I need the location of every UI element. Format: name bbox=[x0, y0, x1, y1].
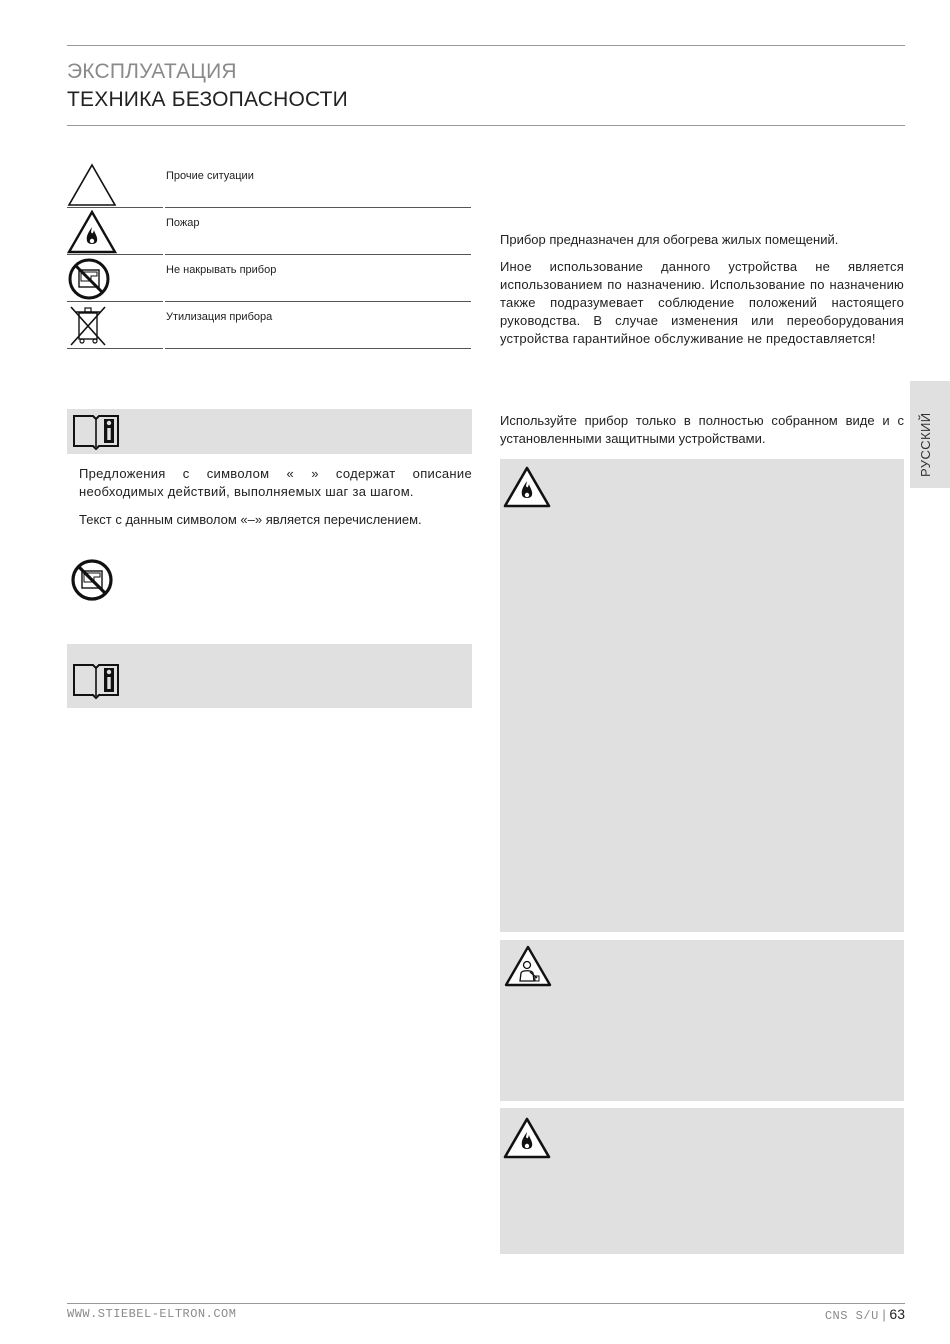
assembled-use-text: Используйте прибор только в полностью собранном виде и с установленными защитными устройствами. bbox=[500, 413, 904, 446]
symbol-row bbox=[67, 161, 471, 208]
manual-info-icon bbox=[71, 411, 121, 451]
header-top-rule bbox=[67, 45, 905, 46]
symbol-label: Пожар bbox=[166, 217, 200, 229]
purpose-text: Прибор предназначен для обогрева жилых помещений. bbox=[500, 232, 839, 247]
footer-rule bbox=[67, 1303, 905, 1304]
symbol-table bbox=[67, 161, 471, 349]
fire-warning-box bbox=[500, 1108, 904, 1254]
page-title: ТЕХНИКА БЕЗОПАСНОСТИ bbox=[67, 88, 348, 111]
footer-model: CNS S/U bbox=[824, 1309, 879, 1323]
fire-warning-box bbox=[500, 459, 904, 932]
section-label: ЭКСПЛУАТАЦИЯ bbox=[67, 60, 237, 83]
footer-website: WWW.STIEBEL-ELTRON.COM bbox=[67, 1307, 237, 1321]
page-number: 63 bbox=[889, 1306, 905, 1322]
symbol-row bbox=[67, 208, 471, 255]
symbol-label: Не накрывать прибор bbox=[166, 264, 277, 276]
qualified-technician-icon bbox=[503, 944, 553, 988]
language-tab-label: РУССКИЙ bbox=[918, 412, 933, 477]
do-not-cover-icon bbox=[69, 557, 115, 603]
fire-warning-icon bbox=[503, 465, 551, 509]
footer-page-info bbox=[825, 1306, 905, 1323]
fire-warning-icon bbox=[503, 1116, 551, 1160]
do-not-cover-icon bbox=[67, 255, 163, 301]
fire-warning-icon bbox=[67, 208, 163, 254]
info-box bbox=[67, 409, 472, 454]
qualified-person-warning-box bbox=[500, 940, 904, 1101]
other-use-text: Иное использование данного устройства не является использованием по назначению. Использование по назначению также подразумевает соблюдение положений настоящего руководства. В случае изменения или переоборудования устройства гарантийное обслуживание не предоставляется! bbox=[500, 259, 904, 346]
crossed-bin-icon bbox=[67, 302, 163, 348]
warning-triangle-icon bbox=[67, 161, 163, 207]
info-box bbox=[67, 644, 472, 708]
manual-info-icon bbox=[71, 660, 121, 700]
symbol-label: Прочие ситуации bbox=[166, 170, 254, 182]
footer-separator: | bbox=[882, 1307, 886, 1322]
header-bottom-rule bbox=[67, 125, 905, 126]
language-tab bbox=[910, 381, 950, 488]
symbol-label: Утилизация прибора bbox=[166, 311, 273, 323]
list-description: Текст с данным символом «–» является перечислением. bbox=[79, 512, 422, 527]
steps-description: Предложения с символом « » содержат описание необходимых действий, выполняемых шаг за шагом. bbox=[79, 466, 472, 499]
symbol-row bbox=[67, 255, 471, 302]
symbol-row bbox=[67, 302, 471, 349]
